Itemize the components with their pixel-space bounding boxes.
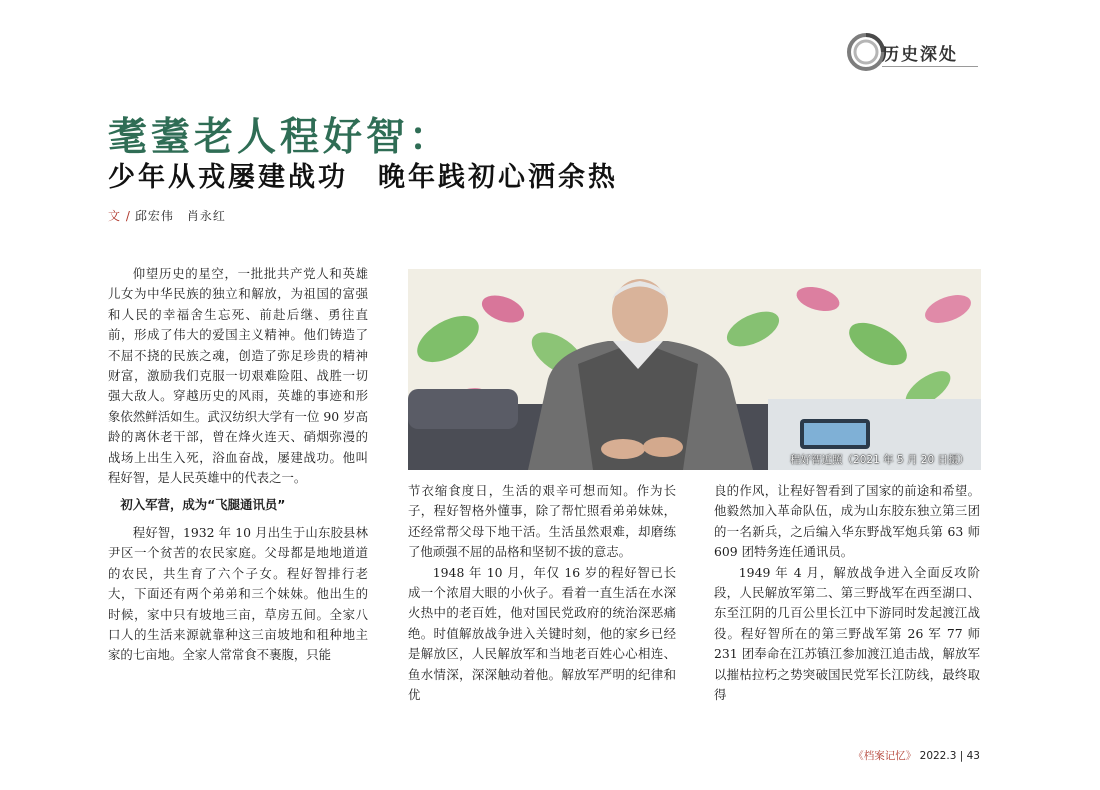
journal-name: 《档案记忆》 xyxy=(853,750,917,762)
body-paragraph-continued: 良的作风，让程好智看到了国家的前途和希望。他毅然加入革命队伍，成为山东胶东独立第三团的一名新兵，之后编入华东野战军炮兵第 63 师 609 团特务连任通讯员。 xyxy=(714,483,980,560)
article-column-2 xyxy=(408,481,676,705)
body-paragraph: 1948 年 10 月，年仅 16 岁的程好智已长成一个浓眉大眼的小伙子。看着一直生活在水深火热中的老百姓，他对国民党政府的统治深恶痛绝。时值解放战争进入关键时刻，他的家乡已经是解放区，人民解放军和当地老百姓心心相连、鱼水情深，深深触动着他。解放军严明的纪律和优 xyxy=(408,564,676,703)
section-tag xyxy=(846,32,982,72)
article-column-3 xyxy=(714,481,980,705)
swirl-icon xyxy=(846,32,886,72)
body-paragraph-continued: 节衣缩食度日，生活的艰辛可想而知。作为长子，程好智格外懂事，除了帮忙照看弟弟妹妹，还经常帮父母下地干活。生活虽然艰难，却磨练了他顽强不屈的品格和坚韧不拔的意志。 xyxy=(408,483,676,560)
intro-paragraph: 仰望历史的星空，一批批共产党人和英雄儿女为中华民族的独立和解放，为祖国的富强和人民的幸福舍生忘死、前赴后继、勇往直前，形成了伟大的爱国主义精神。他们铸造了不屈不挠的民族之魂，创造了弥足珍贵的精神财富，激励我们克服一切艰难险阻、战胜一切强大敌人。穿越历史的风雨，英雄的事迹和形象依然鲜活如生。武汉纺织大学有一位 90 岁高龄的离休老干部，曾在烽火连天、硝烟弥漫的战场上出生入死，浴血奋战，屡建战功。他叫程好智，是人民英雄中的代表之一。 xyxy=(108,266,368,486)
body-paragraph: 程好智，1932 年 10 月出生于山东胶县林尹区一个贫苦的农民家庭。父母都是地地道道的农民，共生育了六个子女。程好智排行老大，下面还有两个弟弟和三个妹妹。他出生的时候，家中只有坡地三亩，草房五间。全家八口人的生活来源就靠种这三亩坡地和租种地主家的七亩地。全家人常常食不裹腹，只能 xyxy=(108,524,368,663)
photo-caption: 程好智近照（2021 年 5 月 20 日摄） xyxy=(790,454,969,466)
page-footer xyxy=(770,748,980,763)
article-subtitle: 少年从戎屡建战功 晚年践初心洒余热 xyxy=(108,162,618,193)
article-title: 耄耋老人程好智： xyxy=(108,114,453,160)
byline-authors: 邱宏伟 肖永红 xyxy=(134,209,226,223)
byline xyxy=(108,207,226,224)
footer-separator: | xyxy=(959,750,964,762)
section-tag-label: 历史深处 xyxy=(882,45,958,65)
byline-label: 文 / xyxy=(108,209,131,223)
section-tag-rule xyxy=(882,66,978,67)
section-subheading: 初入军营，成为“飞腿通讯员” xyxy=(120,497,286,513)
page-number: 43 xyxy=(966,750,980,762)
photo-illustration xyxy=(408,269,981,470)
portrait-photo xyxy=(408,269,981,470)
body-paragraph: 1949 年 4 月，解放战争进入全面反攻阶段，人民解放军第二、第三野战军在西至湖口、东至江阴的几百公里长江中下游同时发起渡江战役。程好智所在的第三野战军第 26 军 77 师 231 团奉命在江苏镇江参加渡江追击战，解放军以摧枯拉朽之势突破国民党军长江防线，最终取得 xyxy=(714,564,980,703)
issue-number: 2022.3 xyxy=(919,750,957,762)
article-column-1 xyxy=(108,264,368,666)
